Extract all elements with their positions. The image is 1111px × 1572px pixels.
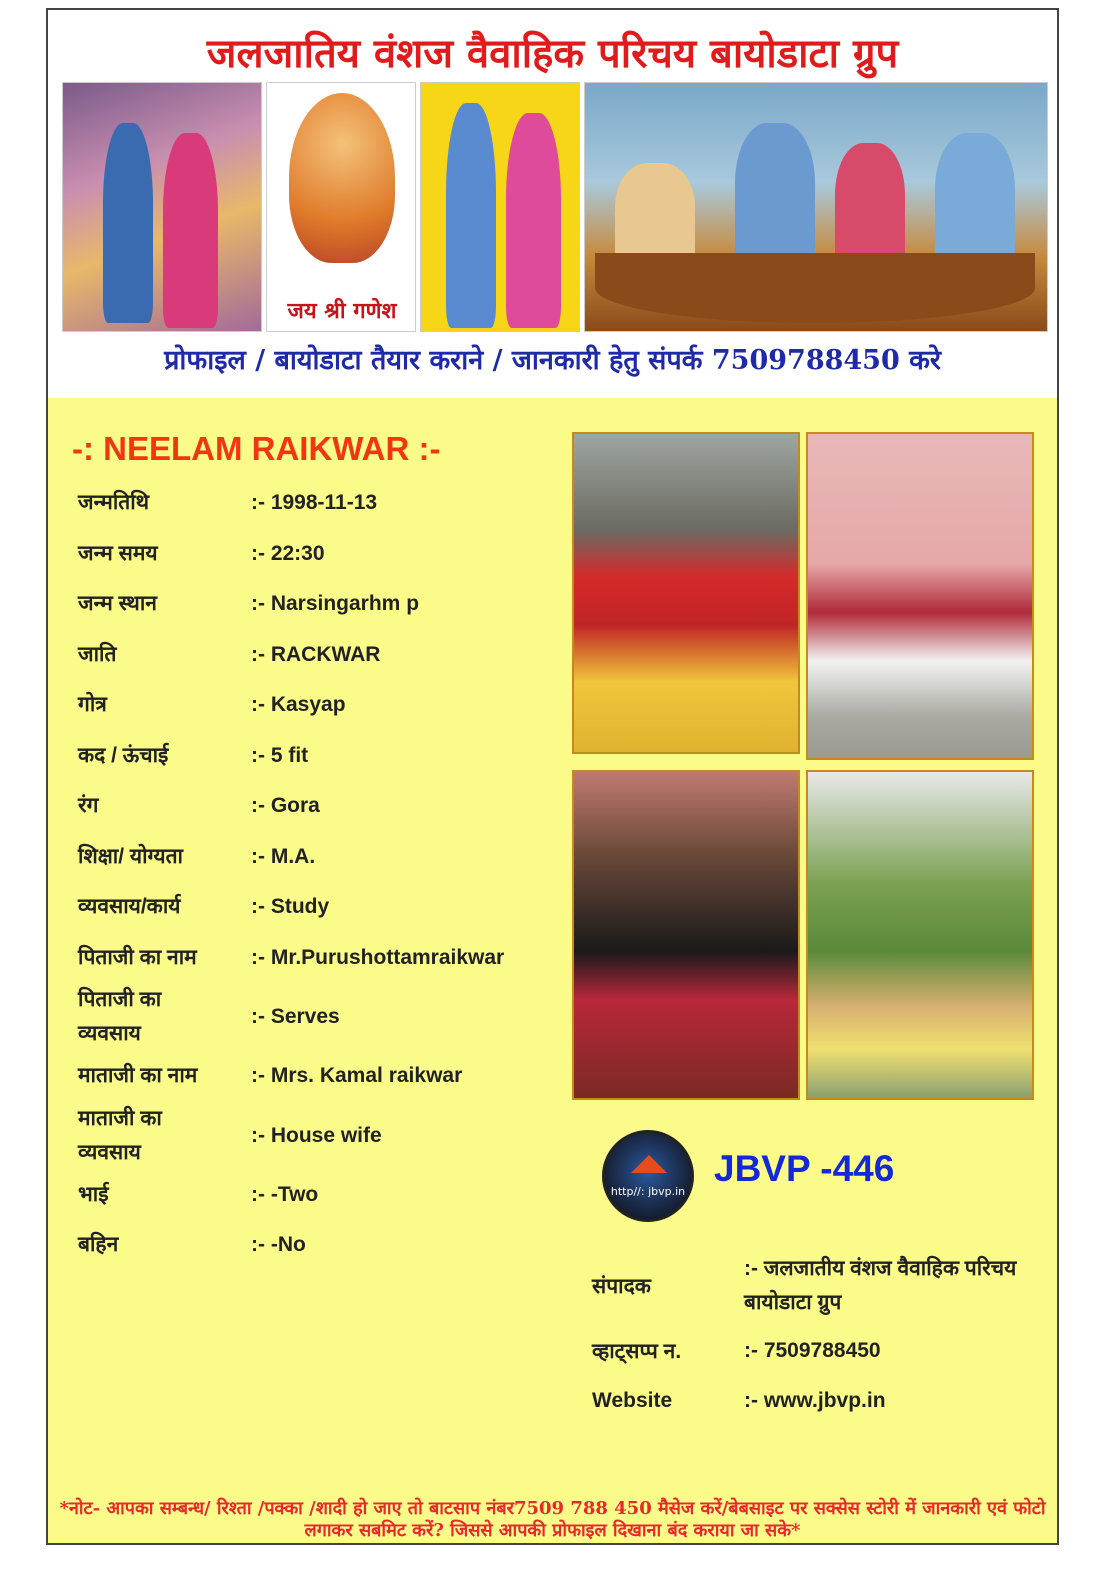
detail-value: :- Study xyxy=(251,895,330,919)
detail-row-height xyxy=(78,731,578,782)
contact-subheading: प्रोफाइल / बायोडाटा तैयार कराने / जानकारी हेतु संपर्क 7509788450 करे xyxy=(164,345,941,376)
contact-details xyxy=(592,1246,1032,1426)
detail-row-brothers xyxy=(78,1170,578,1221)
detail-row-sisters xyxy=(78,1220,578,1271)
jbvp-logo-icon xyxy=(602,1130,694,1222)
header xyxy=(48,10,1057,398)
detail-label: जन्मतिथि xyxy=(78,491,150,515)
detail-label: शिक्षा/ योग्यता xyxy=(78,844,183,868)
banner-image-ganesh xyxy=(266,82,416,332)
detail-value: :- 5 fit xyxy=(251,743,309,767)
candidate-name: -: NEELAM RAIKWAR :- xyxy=(72,430,441,467)
detail-value: :- -No xyxy=(251,1233,306,1257)
detail-value: :- Mr.Purushottamraikwar xyxy=(251,945,505,969)
banner-image-ram-sita-yellow xyxy=(420,82,580,332)
detail-row-mother-occupation xyxy=(78,1102,578,1170)
detail-value: :- 22:30 xyxy=(251,541,325,565)
detail-value: :- Narsingarhm p xyxy=(251,592,420,616)
detail-row-birth-time xyxy=(78,529,578,580)
footer-note: *नोट- आपका सम्बन्ध/ रिश्ता /पक्का /शादी हो जाए तो बाटसाप नंबर7509 788 450 मैसेज करें/बेबसाइट पर सक्सेस स्टोरी में जानकारी एवं फोटो लगाकर सबमिट करें? जिससे आपकी प्रोफाइल दिखाना बंद कराया जा सके* xyxy=(59,1498,1046,1541)
detail-row-father-occupation xyxy=(78,983,578,1051)
detail-row-mother-name xyxy=(78,1051,578,1102)
detail-value: :- Serves xyxy=(251,1005,340,1028)
detail-value: :- Gora xyxy=(251,794,320,818)
biodata-card xyxy=(46,8,1059,1545)
detail-label: जाति xyxy=(78,642,117,666)
detail-label: माताजी का नाम xyxy=(78,1064,198,1088)
detail-label: व्यवसाय/कार्य xyxy=(78,895,181,919)
contact-row-editor xyxy=(592,1246,1032,1326)
detail-row-father-name xyxy=(78,933,578,984)
profile-details xyxy=(78,478,578,1271)
banner-image-ram-sita xyxy=(62,82,262,332)
detail-value: :- Mrs. Kamal raikwar xyxy=(251,1064,463,1088)
detail-value: :- RACKWAR xyxy=(251,642,381,666)
detail-value: :- -Two xyxy=(251,1182,319,1206)
ganesh-icon xyxy=(289,93,395,263)
detail-label: बहिन xyxy=(78,1233,119,1257)
detail-label: रंग xyxy=(78,794,99,818)
contact-row-website xyxy=(592,1376,1032,1426)
detail-value: :- M.A. xyxy=(251,844,316,868)
detail-row-complexion xyxy=(78,781,578,832)
detail-label: गोत्र xyxy=(78,693,107,717)
detail-row-caste xyxy=(78,630,578,681)
banner-caption: जय श्री गणेश xyxy=(287,298,397,324)
contact-label: व्हाट्सप्प न. xyxy=(592,1340,682,1363)
detail-value: :- House wife xyxy=(251,1123,382,1147)
detail-label: माताजी का व्यवसाय xyxy=(78,1106,162,1164)
detail-row-gotra xyxy=(78,680,578,731)
detail-label: पिताजी का व्यवसाय xyxy=(78,988,162,1045)
detail-label: भाई xyxy=(78,1182,109,1206)
candidate-photo-4 xyxy=(806,770,1034,1100)
candidate-photo-1 xyxy=(572,432,800,754)
detail-row-birth-place xyxy=(78,579,578,630)
detail-label: जन्म समय xyxy=(78,541,158,565)
detail-label: जन्म स्थान xyxy=(78,592,157,616)
contact-label: संपादक xyxy=(592,1275,651,1298)
detail-row-education xyxy=(78,832,578,883)
detail-row-dob xyxy=(78,478,578,529)
profile-code: JBVP -446 xyxy=(714,1148,895,1189)
banner-image-boat xyxy=(584,82,1048,332)
logo-url-text: http//: jbvp.in xyxy=(610,1185,686,1198)
contact-label: Website xyxy=(592,1389,673,1412)
contact-value: :- 7509788450 xyxy=(744,1339,881,1362)
detail-row-occupation xyxy=(78,882,578,933)
candidate-photo-3 xyxy=(572,770,800,1100)
candidate-photo-2 xyxy=(806,432,1034,760)
detail-label: पिताजी का नाम xyxy=(78,945,197,969)
website-link[interactable]: :- www.jbvp.in xyxy=(744,1389,886,1412)
contact-row-whatsapp xyxy=(592,1326,1032,1376)
detail-value: :- Kasyap xyxy=(251,693,346,717)
detail-value: :- 1998-11-13 xyxy=(251,491,378,515)
detail-label: कद / ऊंचाई xyxy=(78,743,169,767)
house-roof-icon xyxy=(631,1155,667,1173)
contact-value: :- जलजातीय वंशज वैवाहिक परिचय बायोडाटा ग्रुप xyxy=(744,1257,1017,1314)
page-title: जलजातिय वंशज वैवाहिक परिचय बायोडाटा ग्रुप xyxy=(206,30,899,77)
